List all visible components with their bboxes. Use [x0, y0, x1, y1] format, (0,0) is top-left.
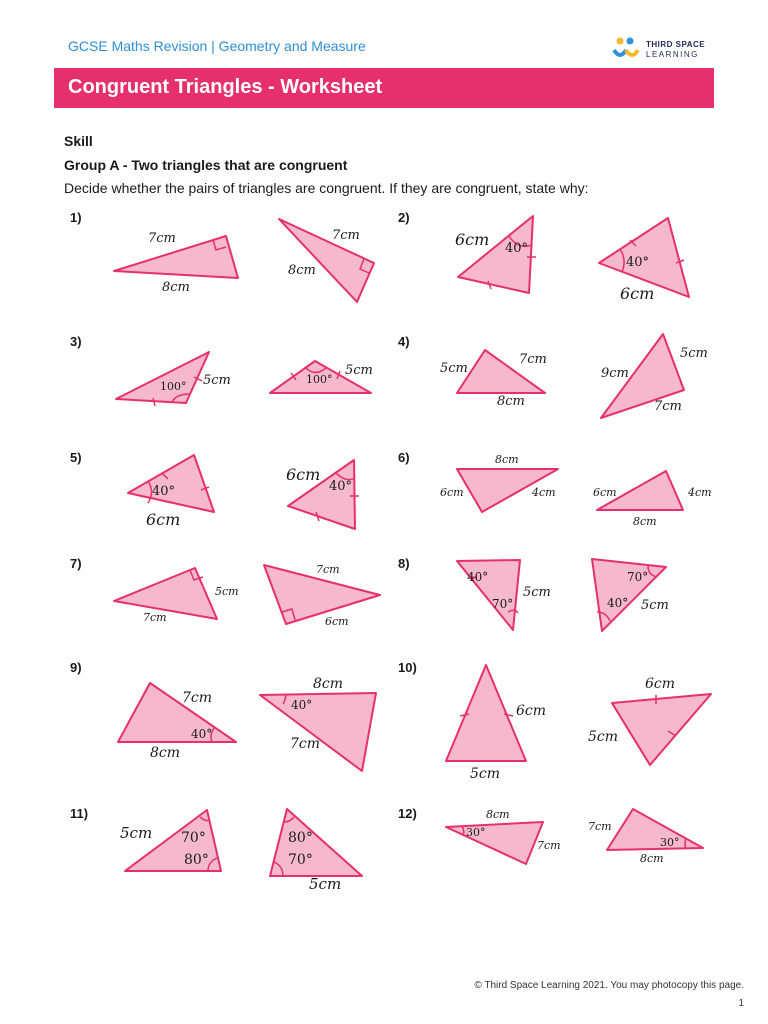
q12-label-5: 30°: [660, 836, 680, 849]
q10-label-2: 5cm: [470, 766, 501, 782]
logo-line2: LEARNING: [646, 50, 699, 59]
q10-triangle-a: [446, 665, 526, 761]
q1-triangle-a: [114, 236, 238, 278]
q12-triangle-b: [607, 809, 703, 850]
q1-figure: [114, 219, 374, 302]
q9-label-2: 40°: [191, 727, 213, 741]
q7-figure: [114, 563, 380, 628]
header-subtitle: GCSE Maths Revision | Geometry and Measure: [68, 38, 366, 54]
q5-label-2: 6cm: [146, 510, 181, 529]
q3-label-2: 5cm: [203, 373, 231, 388]
q7-label-4: 6cm: [325, 615, 349, 628]
q8-label-5: 40°: [607, 596, 629, 610]
q6-label-2: 6cm: [440, 486, 464, 499]
q4-label-2: 7cm: [519, 352, 547, 367]
q10-triangle-b: [612, 694, 711, 765]
q12-figure: [446, 808, 703, 865]
q5-label-1: 40°: [152, 484, 176, 499]
q9-figure: [118, 676, 376, 771]
q4-label-4: 9cm: [601, 366, 629, 381]
question-number-2: 2): [398, 210, 410, 225]
q8-label-1: 40°: [467, 570, 489, 584]
question-number-11: 11): [70, 806, 89, 821]
q8-label-2: 70°: [492, 597, 514, 611]
q1-label-4: 8cm: [288, 263, 316, 278]
q12-label-3: 7cm: [537, 839, 561, 852]
q8-label-3: 5cm: [523, 585, 551, 600]
question-number-7: 7): [70, 556, 82, 571]
q12-label-2: 30°: [466, 826, 486, 839]
skill-heading: Skill: [64, 133, 93, 149]
q7-label-1: 5cm: [215, 585, 239, 598]
footer-copyright: © Third Space Learning 2021. You may photocopy this page.: [474, 980, 744, 991]
q11-label-6: 5cm: [309, 875, 342, 893]
q10-figure: [446, 665, 711, 782]
q12-label-4: 7cm: [588, 820, 612, 833]
q5-label-4: 40°: [329, 479, 353, 494]
q4-figure: [440, 334, 708, 418]
q10-label-3: 6cm: [645, 676, 676, 692]
q4-label-1: 5cm: [440, 361, 468, 376]
q6-figure: [440, 453, 712, 528]
q6-label-1: 8cm: [495, 453, 519, 466]
question-number-8: 8): [398, 556, 410, 571]
q9-label-1: 7cm: [182, 690, 213, 706]
q9-label-3: 8cm: [150, 745, 181, 761]
q9-triangle-b: [260, 693, 376, 771]
question-number-9: 9): [70, 660, 82, 675]
q11-label-4: 80°: [288, 830, 313, 846]
q7-label-3: 7cm: [316, 563, 340, 576]
q1-label-2: 8cm: [162, 280, 190, 295]
q8-label-4: 70°: [627, 570, 649, 584]
q5-label-3: 6cm: [286, 465, 321, 484]
q6-label-5: 4cm: [688, 486, 712, 499]
q12-label-1: 8cm: [486, 808, 510, 821]
q2-label-2: 40°: [505, 241, 529, 256]
q6-label-4: 6cm: [593, 486, 617, 499]
q9-triangle-a: [118, 683, 236, 742]
q4-label-3: 8cm: [497, 394, 525, 409]
q10-label-4: 5cm: [588, 729, 619, 745]
q9-label-6: 7cm: [290, 736, 321, 752]
q9-label-5: 40°: [291, 698, 313, 712]
q8-figure: [457, 559, 669, 631]
question-number-4: 4): [398, 334, 410, 349]
q12-label-6: 8cm: [640, 852, 664, 865]
q4-label-5: 5cm: [680, 346, 708, 361]
q10-label-1: 6cm: [516, 703, 547, 719]
q5-figure: [128, 455, 359, 529]
q11-figure: [120, 809, 362, 893]
q11-label-2: 70°: [181, 830, 206, 846]
logo-line1: THIRD SPACE: [646, 40, 706, 49]
q11-label-1: 5cm: [120, 824, 153, 842]
q6-label-6: 8cm: [633, 515, 657, 528]
q1-label-3: 7cm: [332, 228, 360, 243]
q3-label-3: 100°: [306, 373, 333, 386]
q3-label-4: 5cm: [345, 363, 373, 378]
q2-label-3: 40°: [626, 255, 650, 270]
question-number-10: 10): [398, 660, 417, 675]
page-title: Congruent Triangles - Worksheet: [68, 76, 383, 98]
group-heading: Group A - Two triangles that are congruent: [64, 157, 348, 173]
q12-triangle-a: [446, 822, 543, 864]
question-number-3: 3): [70, 334, 82, 349]
q3-figure: [116, 352, 373, 406]
question-number-5: 5): [70, 450, 82, 465]
q8-label-6: 5cm: [641, 598, 669, 613]
q2-figure: [455, 216, 689, 303]
q11-label-3: 80°: [184, 852, 209, 868]
question-number-6: 6): [398, 450, 410, 465]
instruction-text: Decide whether the pairs of triangles are congruent. If they are congruent, state why:: [64, 180, 589, 196]
q9-label-4: 8cm: [313, 676, 344, 692]
q6-label-3: 4cm: [532, 486, 556, 499]
question-number-1: 1): [70, 210, 82, 225]
q7-label-2: 7cm: [143, 611, 167, 624]
q11-label-5: 70°: [288, 852, 313, 868]
q4-label-6: 7cm: [654, 399, 682, 414]
q11-triangle-b: [270, 809, 362, 876]
q2-label-1: 6cm: [455, 230, 490, 249]
question-number-12: 12): [398, 806, 417, 821]
page-number: 1: [738, 998, 744, 1009]
q1-label-1: 7cm: [148, 231, 176, 246]
q3-label-1: 100°: [160, 380, 187, 393]
q2-label-4: 6cm: [620, 284, 655, 303]
